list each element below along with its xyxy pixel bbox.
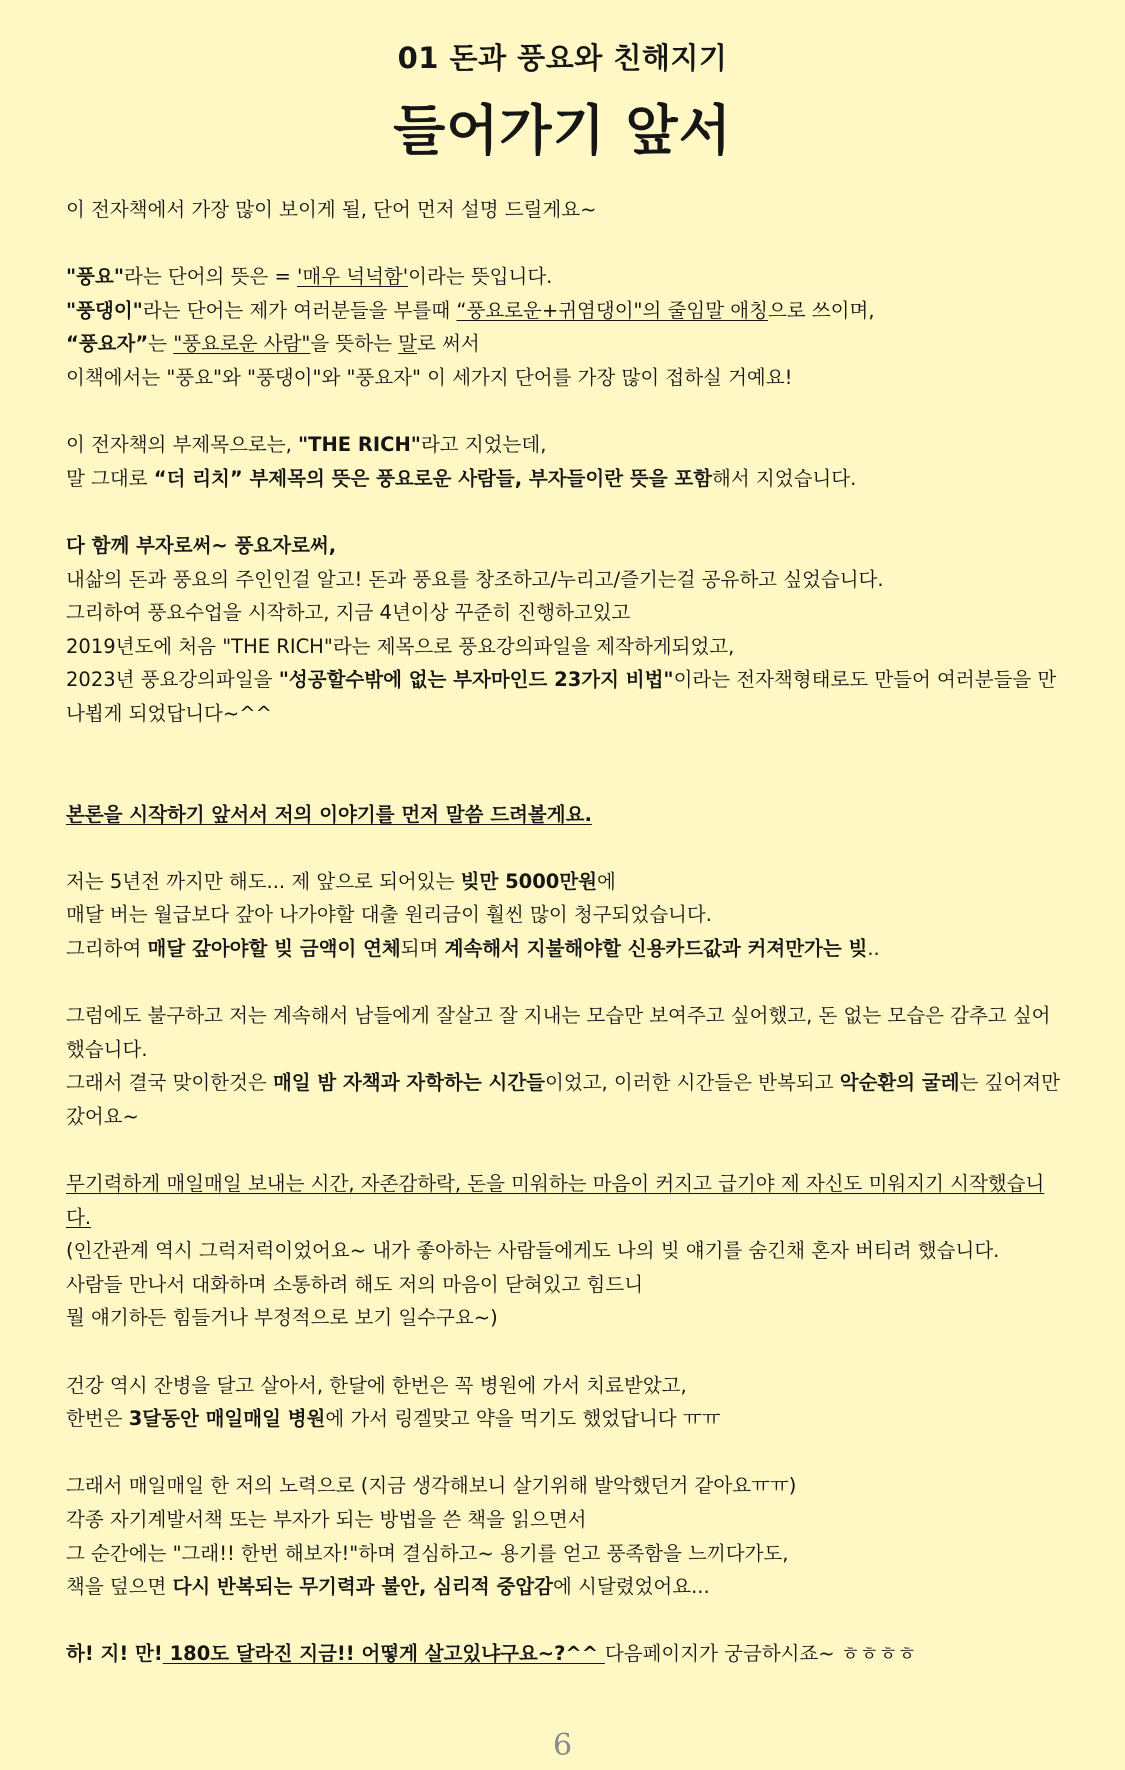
relapse-line: 책을 덮으면 다시 반복되는 무기력과 불안, 심리적 중압감에 시달렸었어요... [66,1575,710,1599]
resolve-line: 그 순간에는 "그래!! 한번 해보자!"하며 결심하고~ 용기를 얻고 풍족함을 느끼다가도, [66,1541,789,1565]
page-number: 6 [552,1728,573,1763]
lethargy-paragraph: 무기력하게 매일매일 보내는 시간, 자존감하락, 돈을 미워하는 마음이 커지고 급기야 제 자신도 미워지기 시작했습니다. [66,1172,1045,1229]
definition-summary: 이책에서는 "풍요"와 "풍댕이"와 "풍요자" 이 세가지 단어를 가장 많이 접하실 거예요! [66,365,793,389]
effort-line: 그래서 매일매일 한 저의 노력으로 (지금 생각해보니 살기위해 발악했던거 같아요ㅠㅠ) [66,1474,797,1498]
pretend-paragraph: 그럼에도 불구하고 저는 계속해서 남들에게 잘살고 잘 지내는 모습만 보여주고 싶어했고, 돈 없는 모습은 감추고 싶어했습니다. [66,1004,1051,1061]
intro-line: 이 전자책에서 가장 많이 보이게 될, 단어 먼저 설명 드릴게요~ [66,198,597,221]
books-line: 각종 자기계발서책 또는 부자가 되는 방법을 쓴 책을 읽으면서 [66,1507,587,1531]
subtitle-meaning-line: 말 그대로 “더 리치” 부제목의 뜻은 풍요로운 사람들, 부자들이란 뜻을 포함해서 지었습니다. [66,466,857,490]
hospital-line: 한번은 3달동안 매일매일 병원에 가서 링겔맞고 약을 먹기도 했었답니다 ㅠㅠ [66,1407,721,1431]
body-text [66,193,1061,1671]
negativity-line: 뭘 얘기하든 힘들거나 부정적으로 보기 일수구요~) [66,1306,498,1330]
health-line: 건강 역시 잔병을 달고 살아서, 한달에 한번은 꼭 병원에 가서 치료받았고, [66,1373,687,1397]
debt-line: 저는 5년전 까지만 해도... 제 앞으로 되어있는 빚만 5000만원에 [66,869,616,893]
definition-pungyo: "풍요"라는 단어의 뜻은 = '매우 넉넉함'이라는 뜻입니다. [66,265,553,289]
definition-pungyoja: “풍요자”는 "풍요로운 사람"을 뜻하는 말로 써서 [66,332,480,356]
chapter-heading: 01 돈과 풍요와 친해지기 [397,41,728,75]
history-line: 2019년도에 처음 "THE RICH"라는 제목으로 풍요강의파일을 제작하게되었고, [66,634,735,658]
section-heading: 본론을 시작하기 앞서서 저의 이야기를 먼저 말씀 드려볼게요. [66,802,592,826]
loan-line: 매달 버는 월급보다 갚아 나가야할 대출 원리금이 훨씬 많이 청구되었습니다. [66,903,712,927]
together-heading: 다 함께 부자로써~ 풍요자로써, [66,533,337,557]
communication-line: 사람들 만나서 대화하며 소통하려 해도 저의 마음이 닫혀있고 힘드니 [66,1272,644,1296]
subtitle-line: 이 전자책의 부제목으로는, "THE RICH"라고 지었는데, [66,433,547,457]
overdue-line: 그리하여 매달 갚아야할 빚 금액이 연체되며 계속해서 지불해야할 신용카드값과 커져만가는 빚.. [66,936,880,960]
definition-pungdaengi: "풍댕이"라는 단어는 제가 여러분들을 부를때 “풍요로운+귀염댕이"의 줄임말 애칭으로 쓰이며, [66,298,875,322]
self-blame-paragraph: 그래서 결국 맞이한것은 매일 밤 자책과 자학하는 시간들이었고, 이러한 시간들은 반복되고 악순환의 굴레는 깊어져만 갔어요~ [66,1071,1060,1128]
teaser-line: 하! 지! 만! 180도 달라진 지금!! 어떻게 살고있냐구요~?^^ 다음페이지가 궁금하시죠~ ㅎㅎㅎㅎ [66,1642,917,1666]
class-line: 그리하여 풍요수업을 시작하고, 지금 4년이상 꾸준히 진행하고있고 [66,601,631,625]
ebook-line: 2023년 풍요강의파일을 "성공할수밖에 없는 부자마인드 23가지 비법"이라는 전자책형태로도 만들어 여러분들을 만나뵙게 되었답니다~^^ [66,668,1057,725]
purpose-line: 내삶의 돈과 풍요의 주인인걸 알고! 돈과 풍요를 창조하고/누리고/즐기는걸 공유하고 싶었습니다. [66,567,884,591]
relationships-paragraph: (인간관계 역시 그럭저럭이었어요~ 내가 좋아하는 사람들에게도 나의 빚 얘기를 숨긴채 혼자 버티려 했습니다. [66,1239,1000,1263]
page-title: 들어가기 앞서 [393,99,732,162]
